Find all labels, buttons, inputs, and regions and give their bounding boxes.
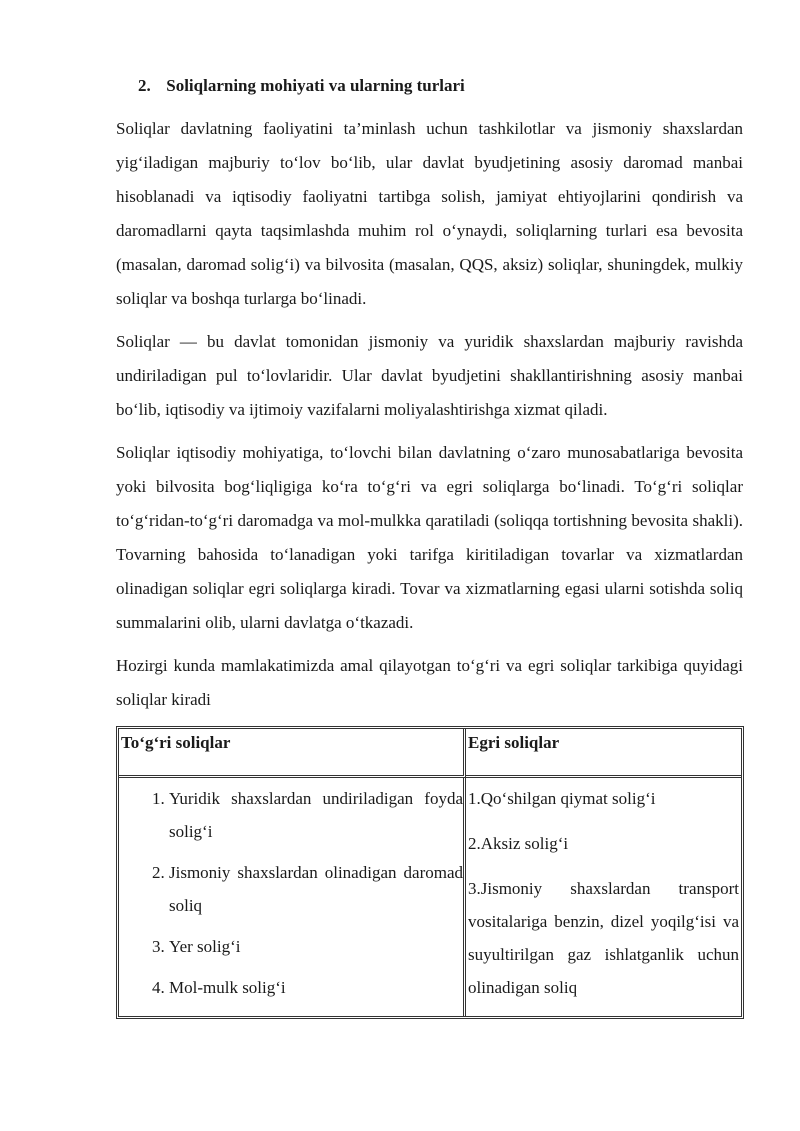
list-item: 3. Yer solig‘i (169, 930, 463, 963)
header-direct-taxes: To‘g‘ri soliqlar (119, 729, 466, 778)
paragraph-definition: Soliqlar davlatning faoliyatini ta’minlash uchun tashkilotlar va jismoniy shaxslardan yig‘iladigan majburiy to‘lov bo‘lib, ular davlat byudjetining asosiy daromad manbai hisoblanadi va iqtisodiy faoliyatni tartibga solish, jamiyat ehtiyojlarini qondirish va daromadlarni qayta taqsimlashda muhim rol o‘ynaydi, soliqlarning turlari esa bevosita (masalan, daromad solig‘i) va bilvosita (masalan, QQS, aksiz) soliqlar, shuningdek, mulkiy soliqlar va boshqa turlarga bo‘linadi. (116, 119, 743, 308)
direct-taxes-list (119, 782, 463, 1004)
paragraph-direct-indirect: Soliqlar iqtisodiy mohiyatiga, to‘lovchi bilan davlatning o‘zaro munosabatlariga bevosita yoki bilvosita bog‘liqligiga ko‘ra to‘g‘ri va egri soliqlarga bo‘linadi. To‘g‘ri soliqlar to‘g‘ridan-to‘g‘ri daromadga va mol-mulkka qaratiladi (soliqqa tortishning bevosita shakli). Tovarning bahosida to‘lanadigan yoki tarifga kiritiladigan tovarlar va xizmatlardan olinadigan soliqlar egri soliqlarga kiradi. Tovar va xizmatlarning egasi ularni sotishda soliq summalarini olib, ularni davlatga o‘tkazadi. (116, 443, 743, 632)
list-item: 2.Aksiz solig‘i (468, 834, 569, 853)
paragraph-taxes-meaning: Soliqlar — bu davlat tomonidan jismoniy va yuridik shaxslardan majburiy ravishda undiriladigan pul to‘lovlaridir. Ular davlat byudjetini shakllantirishning asosiy manbai bo‘lib, iqtisodiy va ijtimoiy vazifalarni moliyalashtirishga xizmat qiladi. (116, 332, 743, 419)
section-title: Soliqlarning mohiyati va ularning turlari (166, 76, 465, 95)
paragraph-table-intro: Hozirgi kunda mamlakatimizda amal qilayotgan to‘g‘ri va egri soliqlar tarkibiga quyidagi soliqlar kiradi (116, 656, 743, 709)
section-number: 2. (138, 76, 151, 95)
indirect-taxes-list (466, 778, 741, 1004)
list-item: 2. Jismoniy shaxslardan olinadigan daromad soliq (169, 856, 463, 922)
list-item: 1.Qo‘shilgan qiymat solig‘i (468, 789, 656, 808)
tax-types-table (116, 726, 744, 1019)
indirect-taxes-cell (466, 778, 741, 1016)
list-item: 1. Yuridik shaxslardan undiriladigan foyda solig‘i (169, 782, 463, 848)
list-item: 3.Jismoniy shaxslardan transport vositalariga benzin, dizel yoqilg‘isi va suyultirilgan gaz ishlatganlik uchun olinadigan soliq (468, 879, 739, 997)
section-heading (138, 72, 743, 100)
list-item: 4. Mol-mulk solig‘i (169, 971, 463, 1004)
table-header-row (119, 729, 741, 778)
table-row (119, 778, 741, 1016)
document-page (116, 72, 743, 1019)
direct-taxes-cell (119, 778, 466, 1016)
header-indirect-taxes: Egri soliqlar (466, 729, 741, 778)
